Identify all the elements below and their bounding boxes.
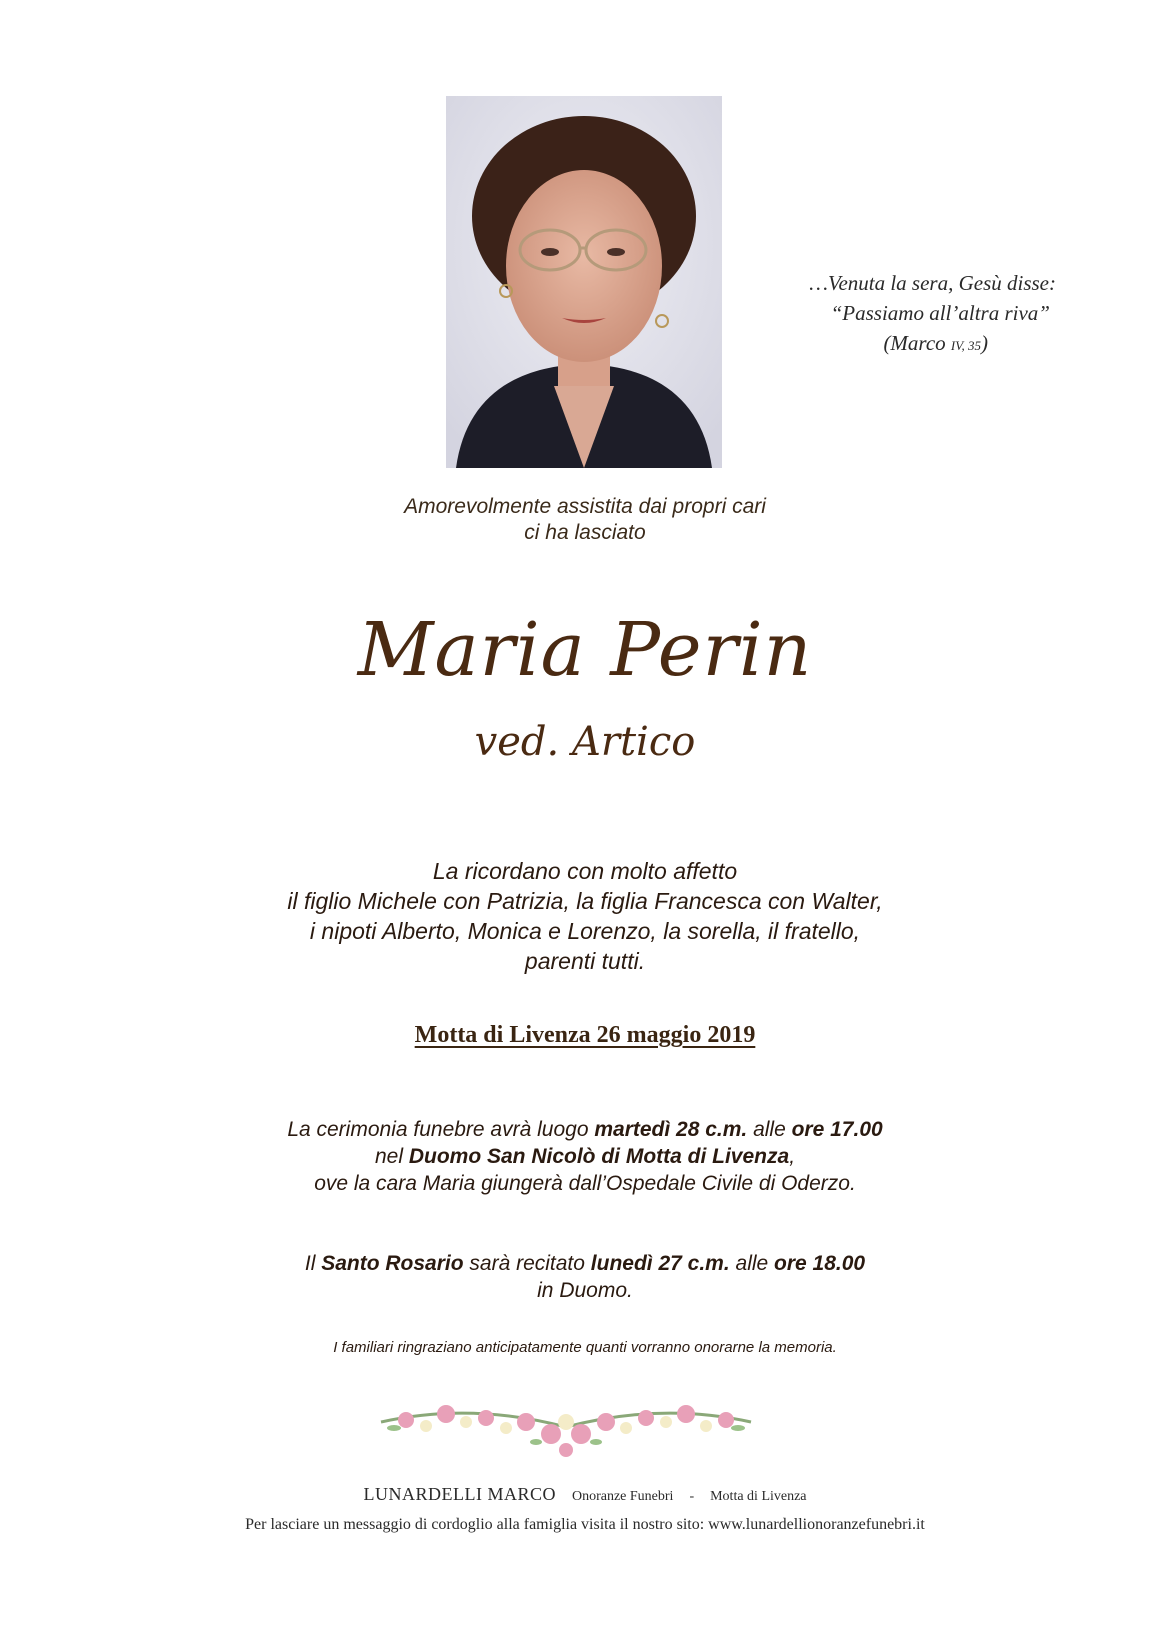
intro-line: Amorevolmente assistita dai propri cari bbox=[404, 495, 766, 518]
ceremony-line: ove la cara Maria giungerà dall’Ospedale Civile di Oderzo. bbox=[314, 1172, 856, 1195]
rosary-text bbox=[160, 1250, 1010, 1304]
family-text bbox=[160, 856, 1010, 976]
condolence-message: Per lasciare un messaggio di cordoglio alla famiglia visita il nostro sito: www.lunardellionoranzefunebri.it bbox=[245, 1516, 925, 1533]
family-line: parenti tutti. bbox=[524, 948, 646, 974]
intro-text bbox=[300, 494, 870, 546]
footer-separator: - bbox=[689, 1489, 695, 1504]
ceremony-text-part: nel bbox=[374, 1145, 409, 1168]
rosary-text-part: sarà recitato bbox=[463, 1252, 591, 1275]
ceremony-place: Duomo San Nicolò di Motta di Livenza bbox=[408, 1145, 790, 1168]
rosary-date: lunedì 27 c.m. bbox=[590, 1252, 730, 1275]
ceremony-text-part: alle bbox=[747, 1118, 792, 1141]
ceremony-line bbox=[160, 1116, 1010, 1143]
portrait-photo bbox=[446, 96, 722, 468]
quote-reference-open: (Marco bbox=[883, 331, 951, 355]
family-line: La ricordano con molto affetto bbox=[432, 858, 738, 884]
rosary-text-part: Il bbox=[304, 1252, 322, 1275]
ceremony-line bbox=[160, 1143, 1010, 1170]
flower-garland-icon bbox=[376, 1392, 756, 1462]
family-line: il figlio Michele con Patrizia, la figlia Francesca con Walter, bbox=[287, 888, 883, 914]
scripture-quote bbox=[770, 268, 1080, 361]
quote-reference-verse: IV, 35 bbox=[950, 338, 981, 353]
place-date-text: Motta di Livenza 26 maggio 2019 bbox=[414, 1022, 756, 1048]
thanks-text: I familiari ringraziano anticipatamente quanti vorranno onorarne la memoria. bbox=[333, 1339, 837, 1356]
flower-garland-decoration bbox=[376, 1392, 756, 1462]
intro-line: ci ha lasciato bbox=[524, 521, 646, 544]
ceremony-text-part: , bbox=[789, 1145, 796, 1168]
family-line: i nipoti Alberto, Monica e Lorenzo, la sorella, il fratello, bbox=[309, 918, 861, 944]
company-service: Onoranze Funebri bbox=[571, 1489, 674, 1504]
company-town: Motta di Livenza bbox=[710, 1489, 807, 1504]
ceremony-date: martedì 28 c.m. bbox=[594, 1118, 748, 1141]
ceremony-text bbox=[160, 1116, 1010, 1197]
deceased-widow-name: ved. Artico bbox=[474, 719, 696, 765]
funeral-home-info bbox=[100, 1484, 1070, 1505]
rosary-line: in Duomo. bbox=[537, 1279, 633, 1302]
portrait-image bbox=[446, 96, 722, 468]
place-date bbox=[260, 1020, 910, 1050]
rosary-text-part: alle bbox=[729, 1252, 775, 1275]
rosary-line bbox=[160, 1250, 1010, 1277]
ceremony-time: ore 17.00 bbox=[791, 1118, 883, 1141]
rosary-time: ore 18.00 bbox=[774, 1252, 866, 1275]
company-name: LUNARDELLI MARCO bbox=[363, 1484, 556, 1504]
rosary-title: Santo Rosario bbox=[321, 1252, 464, 1275]
quote-line: …Venuta la sera, Gesù disse: bbox=[809, 271, 1056, 295]
quote-reference bbox=[770, 328, 1080, 361]
quote-reference-close: ) bbox=[981, 331, 988, 355]
ceremony-text-part: La cerimonia funebre avrà luogo bbox=[287, 1118, 595, 1141]
deceased-name: Maria Perin bbox=[357, 607, 813, 693]
quote-line: “Passiamo all’altra riva” bbox=[830, 301, 1050, 325]
